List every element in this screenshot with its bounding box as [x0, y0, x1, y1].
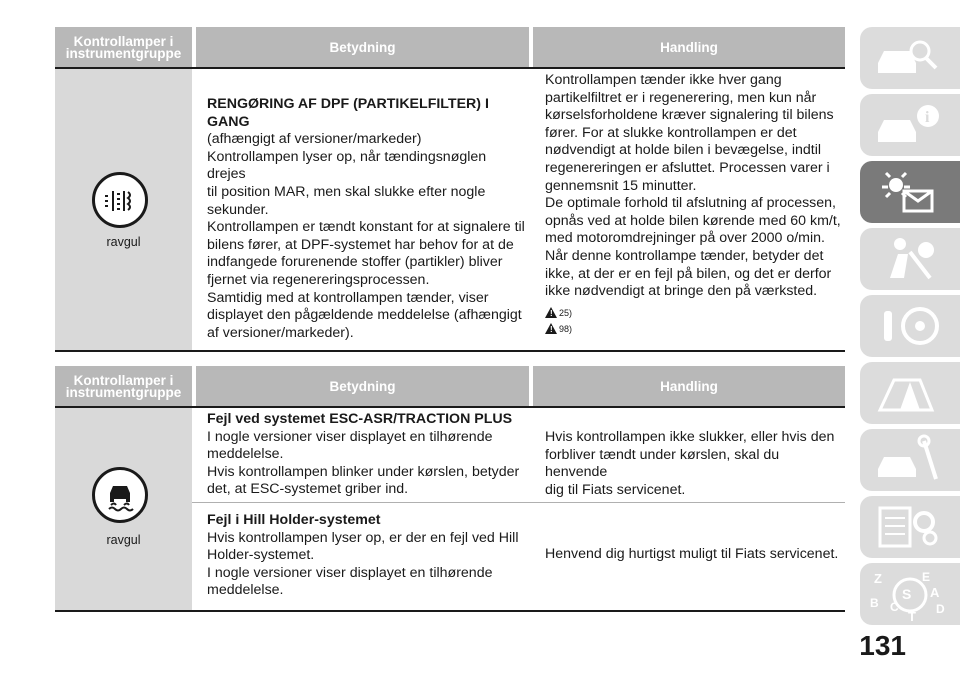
sidebar-tab-safety[interactable]	[860, 228, 960, 290]
table-header	[55, 27, 845, 68]
meaning-title: RENGØRING AF DPF (PARTIKELFILTER) I GANG	[207, 96, 489, 130]
header-col-lamps: Kontrollamper i instrumentgruppe	[65, 33, 182, 61]
header-col-meaning: Betydning	[196, 27, 529, 68]
table-header	[55, 366, 845, 407]
header-col-meaning: Betydning	[196, 366, 529, 407]
svg-text:S: S	[902, 586, 912, 602]
sidebar-tab-car-info[interactable]	[860, 94, 960, 156]
icon-color-label: ravgul	[106, 533, 141, 547]
page-number: 131	[859, 630, 906, 661]
svg-text:T: T	[908, 609, 916, 624]
warning-triangle-icon: !	[545, 307, 557, 318]
sidebar-tab-driving[interactable]	[860, 295, 960, 357]
technical-data-icon	[860, 496, 960, 558]
sidebar-tab-car-search[interactable]	[860, 27, 960, 89]
meaning-cell-row2: Fejl i Hill Holder-systemet Hvis kontrollampen lyser op, er der en fejl ved Hill Holder-systemet. I nogle versioner viser displayet en tilhørende meddelelse.	[207, 512, 527, 600]
sidebar-tab-maintenance[interactable]	[860, 429, 960, 491]
steering-key-icon	[860, 295, 960, 357]
svg-text:E: E	[922, 570, 931, 584]
action-cell: Kontrollampen tænder ikke hver gang partikelfiltret er i regenerering, men kun når kørselsforholdene kræver signalering til bilens fører. For at slukke kontrollampen er det nødvendigt at holde bilen i bevægelse, indtil regenereringen er afsluttet. Processen varer i gennemsnit 15 minutter. De optimale forhold til afslutning af processen, opnås ved at holde bilen kørende med 60 km/t, med motoromdrejninger på over 2000 o/min. Når denne kontrollampe tænder, betyder det ikke, at der er en fejl på bilen, og det er derfor ikke nødvendigt at bringe den på værksted.	[545, 72, 841, 300]
emergency-icon	[860, 362, 960, 424]
svg-text:D: D	[936, 602, 945, 616]
svg-text:Z: Z	[874, 571, 882, 586]
warning-ref-25: ! 25)	[545, 307, 572, 318]
action-cell-row2: Henvend dig hurtigst muligt til Fiats servicenet.	[545, 546, 839, 562]
meaning-cell-row1: Fejl ved systemet ESC-ASR/TRACTION PLUS I nogle versioner viser displayet en tilhørende meddelelse. Hvis kontrollampen blinker under kørslen, betyder det, at ESC-systemet griber ind.	[207, 411, 527, 499]
warning-triangle-icon: !	[545, 323, 557, 334]
icon-color-label: ravgul	[106, 235, 141, 249]
warning-light-table-2	[55, 366, 845, 612]
svg-text:A: A	[930, 585, 940, 600]
svg-text:B: B	[870, 596, 879, 610]
header-col-action: Handling	[660, 39, 718, 55]
svg-text:i: i	[925, 109, 930, 126]
sidebar-tab-index[interactable]	[860, 563, 960, 625]
row1-title: Fejl ved systemet ESC-ASR/TRACTION PLUS	[207, 411, 513, 427]
maintenance-icon	[860, 429, 960, 491]
svg-text:C: C	[890, 600, 899, 614]
row2-title: Fejl i Hill Holder-systemet	[207, 512, 381, 528]
airbag-safety-icon	[860, 228, 960, 290]
esc-traction-icon	[92, 467, 148, 523]
dpf-warning-icon	[92, 172, 148, 228]
sidebar-tab-warning-lights[interactable]	[860, 161, 960, 223]
header-col-action: Handling	[660, 378, 718, 394]
sidebar-tab-technical-data[interactable]	[860, 496, 960, 558]
car-info-icon	[860, 94, 960, 156]
index-letters-icon	[860, 563, 960, 625]
meaning-cell: RENGØRING AF DPF (PARTIKELFILTER) I GANG (afhængigt af versioner/markeder) Kontrollampen lyser op, når tændingsnøglen drejes til position MAR, men skal slukke efter nogle sekunder. Kontrollampen er tændt konstant for at signalere til bilens fører, at DPF-systemet har behov for at de indfangede forurenende stoffer (partikler) bliver fjernet via regenereringsprocessen. Samtidig med at kontrollampen tænder, viser displayet den pågældende meddelelse (afhængigt af versioner/markeder).	[207, 96, 527, 342]
header-col-lamps: Kontrollamper i instrumentgruppe	[65, 372, 182, 400]
car-search-icon	[860, 27, 960, 89]
warning-ref-98: ! 98)	[545, 323, 572, 334]
warning-lights-icon	[860, 161, 960, 223]
warning-light-table-1	[55, 27, 845, 352]
sidebar-tab-emergency[interactable]	[860, 362, 960, 424]
action-cell-row1: Hvis kontrollampen ikke slukker, eller hvis den forbliver tændt under kørslen, skal du henvende dig til Fiats servicenet.	[545, 429, 835, 498]
